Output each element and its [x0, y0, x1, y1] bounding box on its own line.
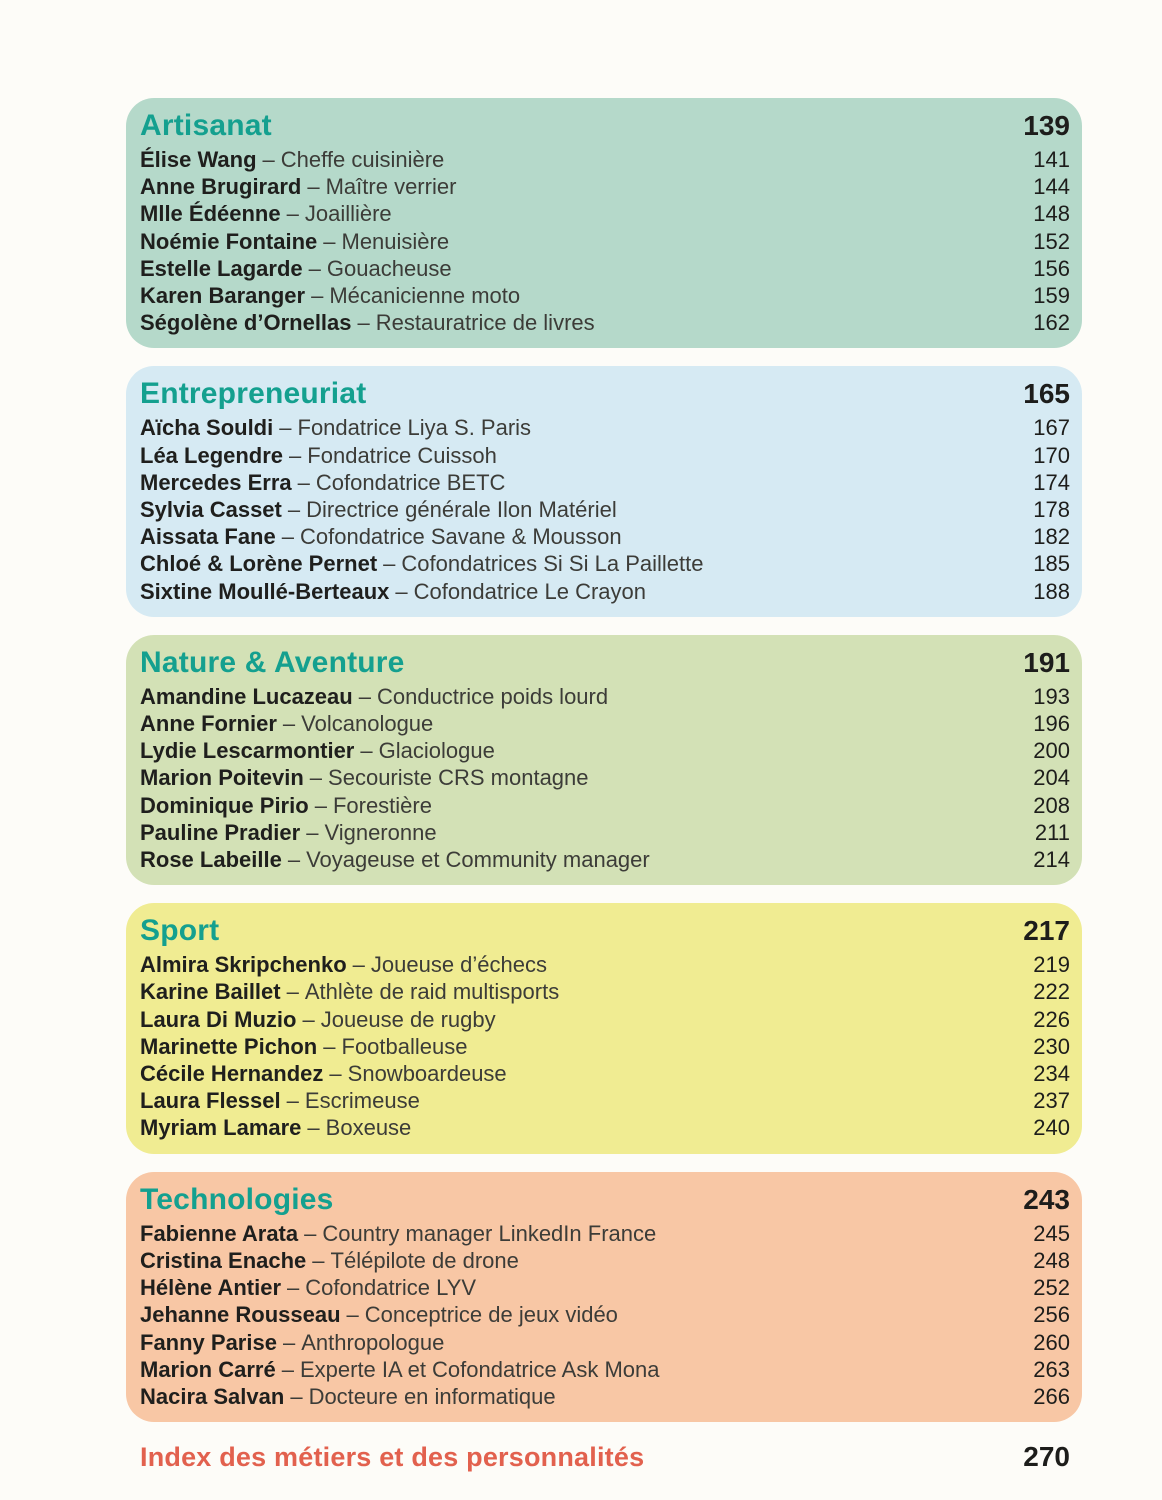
index-title: Index des métiers et des personnalités [140, 1442, 645, 1473]
section-entries [140, 414, 1070, 604]
toc-entry-row [140, 1220, 1070, 1247]
entry-page-number: 248 [1033, 1247, 1070, 1273]
entry-text [140, 146, 444, 173]
entry-name: Fabienne Arata [140, 1220, 299, 1246]
entry-role: Fondatrice Liya S. Paris [297, 415, 532, 441]
entry-separator: – [307, 1115, 320, 1141]
entry-separator: – [281, 1356, 294, 1382]
entry-name: Noémie Fontaine [140, 228, 318, 254]
toc-entry-row [140, 414, 1070, 441]
entry-name: Léa Legendre [140, 442, 284, 468]
toc-entry-row [140, 550, 1070, 577]
section-header [140, 376, 1070, 412]
entry-page-number: 234 [1033, 1061, 1070, 1087]
entry-name: Dominique Pirio [140, 792, 309, 818]
section-page-number: 139 [1023, 110, 1070, 141]
toc-entry-row [140, 737, 1070, 764]
section-page-number: 243 [1023, 1183, 1070, 1215]
entry-text [140, 282, 520, 309]
toc-entry-row [140, 255, 1070, 282]
entry-text [140, 442, 497, 469]
entry-role: Secouriste CRS montagne [328, 765, 589, 791]
entry-role: Joueuse d’échecs [370, 952, 548, 978]
entry-separator: – [287, 497, 301, 523]
entry-separator: – [281, 524, 294, 550]
entry-page-number: 211 [1034, 819, 1070, 845]
entry-separator: – [308, 255, 321, 281]
entry-text [140, 951, 547, 978]
entry-page-number: 196 [1033, 711, 1070, 737]
entry-name: Sylvia Casset [140, 497, 282, 523]
toc-entry-row [140, 1087, 1070, 1114]
entry-name: Aïcha Souldi [140, 415, 274, 441]
entry-name: Rose Labeille [140, 847, 282, 873]
entry-text [140, 737, 495, 764]
entry-name: Jehanne Rousseau [140, 1302, 341, 1328]
toc-sections [126, 98, 1082, 1474]
toc-entry-row [140, 978, 1070, 1005]
section-header [140, 645, 1070, 681]
entry-role: Menuisière [341, 228, 450, 254]
entry-page-number: 188 [1033, 578, 1070, 604]
section-title: Technologies [140, 1182, 334, 1216]
entry-separator: – [358, 683, 371, 709]
entry-text [140, 764, 589, 791]
entry-page-number: 185 [1033, 551, 1070, 577]
entry-text [140, 578, 646, 605]
entry-page-number: 230 [1033, 1033, 1070, 1059]
entry-text [140, 309, 595, 336]
entry-text [140, 710, 433, 737]
toc-entry-row [140, 496, 1070, 523]
entry-page-number: 256 [1033, 1302, 1070, 1328]
entry-name: Ségolène d’Ornellas [140, 310, 352, 336]
entry-role: Footballeuse [341, 1033, 468, 1059]
entry-name: Fanny Parise [140, 1329, 277, 1355]
toc-entry-row [140, 683, 1070, 710]
entry-name: Laura Di Muzio [140, 1006, 297, 1032]
entry-role: Conceptrice de jeux vidéo [364, 1302, 618, 1328]
section-title: Entrepreneuriat [140, 377, 367, 411]
entry-role: Vigneronne [324, 819, 437, 845]
toc-entry-row [140, 523, 1070, 550]
entry-role: Experte IA et Cofondatrice Ask Mona [299, 1356, 660, 1382]
entry-separator: – [286, 979, 299, 1005]
entry-text [140, 228, 449, 255]
toc-entry-row [140, 469, 1070, 496]
toc-section [126, 98, 1082, 348]
entry-page-number: 219 [1033, 952, 1070, 978]
toc-entry-row [140, 1356, 1070, 1383]
section-page-number: 217 [1023, 915, 1070, 947]
index-row [126, 1440, 1082, 1474]
toc-section [126, 635, 1082, 885]
entry-text [140, 200, 392, 227]
entry-page-number: 167 [1033, 415, 1070, 441]
entry-name: Laura Flessel [140, 1088, 281, 1114]
entry-text [140, 846, 650, 873]
entry-role: Restauratrice de livres [375, 310, 595, 336]
entry-text [140, 414, 531, 441]
section-entries [140, 146, 1070, 336]
entry-role: Conductrice poids lourd [376, 683, 609, 709]
toc-entry-row [140, 1274, 1070, 1301]
entry-name: Karen Baranger [140, 283, 306, 309]
toc-entry-row [140, 442, 1070, 469]
entry-page-number: 178 [1033, 497, 1070, 523]
entry-name: Nacira Salvan [140, 1383, 285, 1409]
entry-page-number: 208 [1033, 792, 1070, 818]
entry-page-number: 174 [1033, 469, 1070, 495]
entry-separator: – [309, 765, 323, 791]
section-header [140, 108, 1070, 144]
entry-page-number: 240 [1033, 1115, 1070, 1141]
entry-page-number: 156 [1033, 255, 1070, 281]
toc-entry-row [140, 1006, 1070, 1033]
entry-text [140, 1274, 476, 1301]
entry-text [140, 469, 505, 496]
entry-text [140, 550, 703, 577]
section-title: Sport [140, 914, 220, 948]
entry-text [140, 1087, 420, 1114]
entry-name: Élise Wang [140, 147, 257, 172]
entry-name: Pauline Pradier [140, 819, 301, 845]
entry-separator: – [312, 1247, 325, 1273]
entry-page-number: 162 [1033, 310, 1070, 336]
entry-page-number: 245 [1033, 1220, 1070, 1246]
entry-text [140, 1033, 467, 1060]
toc-entry-row [140, 1060, 1070, 1087]
entry-text [140, 1329, 444, 1356]
entry-role: Fondatrice Cuissoh [307, 442, 497, 468]
toc-entry-row [140, 173, 1070, 200]
entry-page-number: 159 [1033, 283, 1070, 309]
toc-entry-row [140, 309, 1070, 336]
entry-separator: – [282, 711, 296, 737]
entry-name: Sixtine Moullé-Berteaux [140, 578, 390, 604]
toc-entry-row [140, 846, 1070, 873]
entry-role: Joaillière [304, 201, 392, 227]
section-title: Artisanat [140, 109, 272, 142]
entry-role: Maître verrier [325, 174, 457, 200]
entry-role: Voyageuse et Community manager [306, 847, 650, 873]
entry-text [140, 173, 456, 200]
toc-entry-row [140, 200, 1070, 227]
entry-role: Boxeuse [325, 1115, 412, 1141]
entry-text [140, 978, 559, 1005]
toc-entry-row [140, 578, 1070, 605]
entry-name: Marion Poitevin [140, 765, 304, 791]
entry-separator: – [304, 1220, 317, 1246]
toc-entry-row [140, 819, 1070, 846]
entry-separator: – [383, 551, 396, 577]
entry-role: Gouacheuse [326, 255, 452, 281]
section-title: Nature & Aventure [140, 645, 405, 679]
entry-separator: – [323, 228, 336, 254]
entry-separator: – [311, 283, 324, 309]
entry-text [140, 1006, 496, 1033]
entry-role: Snowboardeuse [347, 1061, 507, 1087]
entry-separator: – [314, 792, 327, 818]
toc-entry-row [140, 1114, 1070, 1141]
entry-name: Amandine Lucazeau [140, 683, 353, 709]
entry-name: Karine Baillet [140, 979, 281, 1005]
entry-page-number: 193 [1033, 683, 1070, 709]
entry-name: Aissata Fane [140, 524, 276, 550]
entry-separator: – [306, 819, 319, 845]
section-page-number: 165 [1023, 378, 1070, 410]
toc-entry-row [140, 228, 1070, 255]
entry-name: Chloé & Lorène Pernet [140, 551, 378, 577]
entry-separator: – [289, 442, 302, 468]
entry-text [140, 792, 432, 819]
entry-text [140, 1356, 660, 1383]
entry-page-number: 266 [1033, 1383, 1070, 1409]
entry-separator: – [279, 415, 292, 441]
entry-page-number: 237 [1033, 1088, 1070, 1114]
entry-separator: – [360, 738, 373, 764]
entry-text [140, 1383, 556, 1410]
entry-role: Cofondatrices Si Si La Paillette [401, 551, 704, 577]
entry-page-number: 152 [1033, 228, 1070, 254]
entry-separator: – [286, 1088, 299, 1114]
toc-entry-row [140, 710, 1070, 737]
entry-page-number: 144 [1033, 174, 1070, 200]
entry-page-number: 170 [1033, 442, 1070, 468]
entry-role: Mécanicienne moto [329, 283, 521, 309]
toc-section [126, 366, 1082, 616]
entry-name: Marinette Pichon [140, 1033, 318, 1059]
entry-text [140, 1301, 618, 1328]
entry-page-number: 263 [1033, 1356, 1070, 1382]
toc-entry-row [140, 792, 1070, 819]
entry-role: Athlète de raid multisports [304, 979, 560, 1005]
section-header [140, 1182, 1070, 1218]
section-entries [140, 683, 1070, 873]
entry-role: Country manager LinkedIn France [322, 1220, 657, 1246]
entry-text [140, 523, 622, 550]
entry-separator: – [262, 147, 275, 172]
entry-separator: – [287, 847, 301, 873]
entry-page-number: 204 [1033, 765, 1070, 791]
entry-name: Lydie Lescarmontier [140, 738, 355, 764]
entry-text [140, 683, 608, 710]
entry-separator: – [307, 174, 320, 200]
entry-name: Mercedes Erra [140, 469, 292, 495]
entry-role: Docteure en informatique [308, 1383, 556, 1409]
entry-page-number: 252 [1033, 1275, 1070, 1301]
entry-separator: – [395, 578, 408, 604]
toc-entry-row [140, 1383, 1070, 1410]
toc-entry-row [140, 282, 1070, 309]
entry-name: Hélène Antier [140, 1275, 282, 1301]
entry-separator: – [286, 201, 299, 227]
entry-role: Escrimeuse [304, 1088, 420, 1114]
toc-entry-row [140, 146, 1070, 173]
entry-page-number: 260 [1033, 1329, 1070, 1355]
entry-separator: – [297, 469, 310, 495]
entry-role: Cofondatrice LYV [305, 1275, 477, 1301]
section-entries [140, 1220, 1070, 1410]
entry-name: Myriam Lamare [140, 1115, 302, 1141]
entry-separator: – [323, 1033, 336, 1059]
toc-entry-row [140, 1247, 1070, 1274]
entry-role: Cofondatrice BETC [315, 469, 506, 495]
entry-page-number: 141 [1033, 147, 1070, 172]
entry-separator: – [290, 1383, 303, 1409]
entry-separator: – [282, 1329, 296, 1355]
entry-text [140, 496, 617, 523]
entry-role: Joueuse de rugby [320, 1006, 496, 1032]
entry-text [140, 1114, 411, 1141]
entry-separator: – [329, 1061, 342, 1087]
entry-page-number: 200 [1033, 738, 1070, 764]
entry-role: Cheffe cuisinière [280, 147, 445, 172]
toc-entry-row [140, 1033, 1070, 1060]
toc-entry-row [140, 1301, 1070, 1328]
entry-page-number: 226 [1033, 1006, 1070, 1032]
entry-text [140, 1247, 519, 1274]
entry-text [140, 255, 452, 282]
entry-page-number: 148 [1033, 201, 1070, 227]
entry-page-number: 222 [1033, 979, 1070, 1005]
entry-name: Mlle Édéenne [140, 201, 281, 227]
entry-text [140, 1220, 656, 1247]
entry-text [140, 1060, 507, 1087]
section-entries [140, 951, 1070, 1141]
entry-name: Estelle Lagarde [140, 255, 303, 281]
entry-role: Glaciologue [378, 738, 495, 764]
entry-separator: – [352, 952, 365, 978]
entry-separator: – [357, 310, 370, 336]
entry-separator: – [346, 1302, 359, 1328]
toc-entry-row [140, 764, 1070, 791]
entry-name: Cristina Enache [140, 1247, 307, 1273]
entry-name: Almira Skripchenko [140, 952, 347, 978]
toc-entry-row [140, 1329, 1070, 1356]
entry-role: Forestière [332, 792, 432, 818]
entry-role: Cofondatrice Le Crayon [413, 578, 646, 604]
entry-name: Anne Fornier [140, 711, 277, 737]
section-page-number: 191 [1023, 646, 1070, 678]
entry-separator: – [302, 1006, 315, 1032]
entry-role: Anthropologue [301, 1329, 445, 1355]
entry-page-number: 182 [1033, 524, 1070, 550]
section-header [140, 913, 1070, 949]
toc-entry-row [140, 951, 1070, 978]
toc-section [126, 903, 1082, 1153]
entry-role: Volcanologue [301, 711, 434, 737]
index-page-number: 270 [1023, 1441, 1070, 1473]
entry-separator: – [287, 1275, 300, 1301]
entry-role: Télépilote de drone [330, 1247, 519, 1273]
entry-role: Directrice générale Ilon Matériel [306, 497, 617, 523]
entry-name: Anne Brugirard [140, 174, 302, 200]
entry-role: Cofondatrice Savane & Mousson [299, 524, 622, 550]
entry-text [140, 819, 437, 846]
toc-section [126, 1172, 1082, 1422]
entry-page-number: 214 [1033, 847, 1070, 873]
entry-name: Cécile Hernandez [140, 1061, 324, 1087]
entry-name: Marion Carré [140, 1356, 276, 1382]
